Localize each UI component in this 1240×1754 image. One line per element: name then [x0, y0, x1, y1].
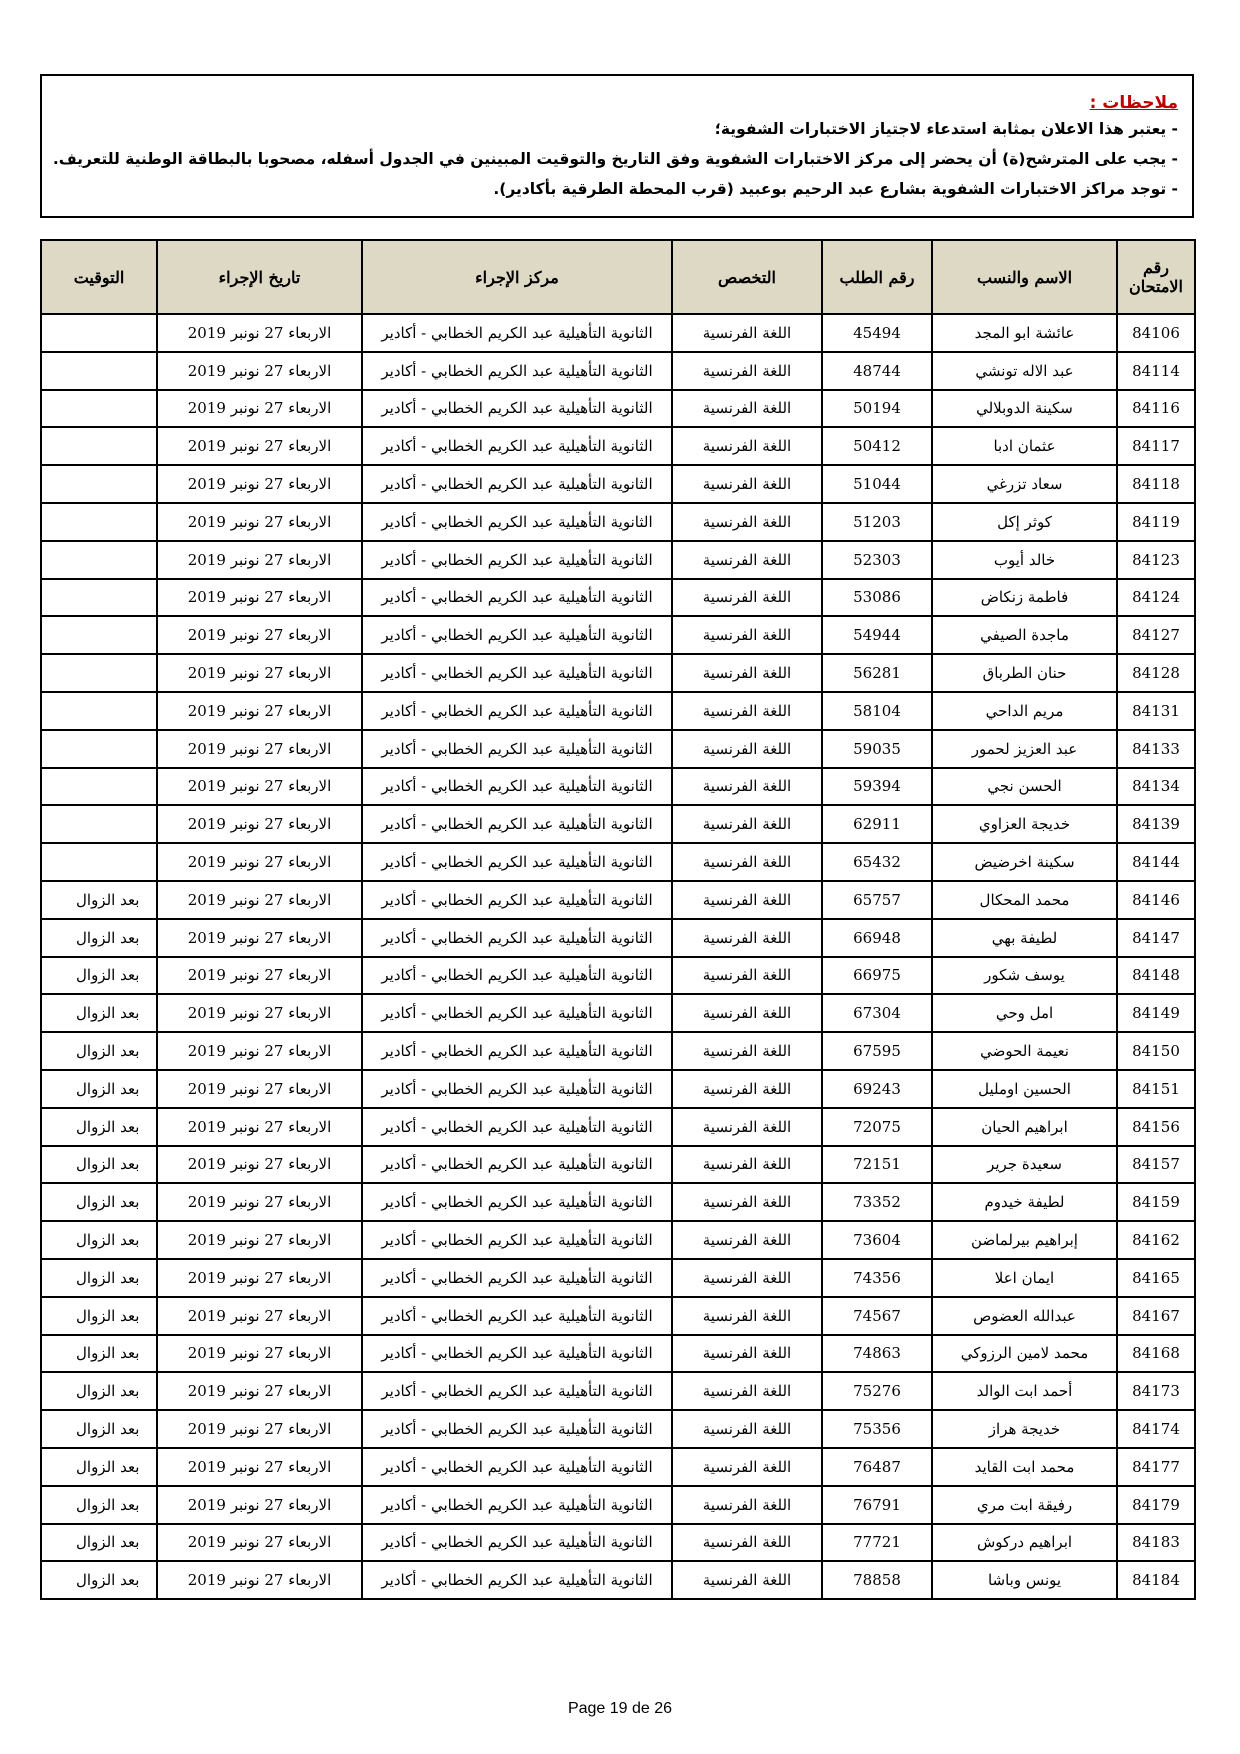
cell-time: بعد الزوال: [41, 1183, 157, 1221]
cell-exam-number: 84131: [1117, 692, 1195, 730]
cell-exam-number: 84183: [1117, 1524, 1195, 1562]
cell-center: الثانوية التأهيلية عبد الكريم الخطابي - أكادير: [362, 994, 672, 1032]
table-row: [41, 919, 1195, 957]
cell-exam-number: 84174: [1117, 1410, 1195, 1448]
cell-date: الاربعاء 27 نونبر 2019: [157, 352, 362, 390]
cell-exam-number: 84134: [1117, 768, 1195, 806]
cell-date: الاربعاء 27 نونبر 2019: [157, 465, 362, 503]
table-row: [41, 465, 1195, 503]
cell-center: الثانوية التأهيلية عبد الكريم الخطابي - أكادير: [362, 919, 672, 957]
cell-time: بعد الزوال: [41, 1524, 157, 1562]
cell-exam-number: 84168: [1117, 1335, 1195, 1373]
cell-name: محمد ابت القايد: [932, 1448, 1117, 1486]
cell-date: الاربعاء 27 نونبر 2019: [157, 1335, 362, 1373]
cell-exam-number: 84147: [1117, 919, 1195, 957]
page-number: Page 19 de 26: [567, 1700, 673, 1717]
cell-center: الثانوية التأهيلية عبد الكريم الخطابي - أكادير: [362, 352, 672, 390]
cell-time: بعد الزوال: [41, 1372, 157, 1410]
table-row: [41, 1183, 1195, 1221]
cell-name: محمد لامين الرزوكي: [932, 1335, 1117, 1373]
cell-center: الثانوية التأهيلية عبد الكريم الخطابي - أكادير: [362, 616, 672, 654]
header-center: مركز الإجراء: [362, 240, 672, 314]
table-row: [41, 654, 1195, 692]
table-row: [41, 730, 1195, 768]
cell-application-number: 74356: [822, 1259, 932, 1297]
cell-date: الاربعاء 27 نونبر 2019: [157, 1410, 362, 1448]
cell-name: الحسين اومليل: [932, 1070, 1117, 1108]
cell-time: بعد الزوال: [41, 1486, 157, 1524]
cell-date: الاربعاء 27 نونبر 2019: [157, 843, 362, 881]
cell-name: سكينة اخرضيض: [932, 843, 1117, 881]
cell-exam-number: 84157: [1117, 1146, 1195, 1184]
cell-time: بعد الزوال: [41, 1108, 157, 1146]
cell-application-number: 67304: [822, 994, 932, 1032]
cell-center: الثانوية التأهيلية عبد الكريم الخطابي - أكادير: [362, 768, 672, 806]
cell-exam-number: 84117: [1117, 427, 1195, 465]
cell-name: عبد العزيز لحمور: [932, 730, 1117, 768]
cell-name: سكينة الدوبلالي: [932, 390, 1117, 428]
table-row: [41, 1335, 1195, 1373]
cell-date: الاربعاء 27 نونبر 2019: [157, 730, 362, 768]
header-name: الاسم والنسب: [932, 240, 1117, 314]
notes-box: [40, 74, 1194, 218]
cell-name: لطيفة خيدوم: [932, 1183, 1117, 1221]
cell-time: [41, 579, 157, 617]
cell-center: الثانوية التأهيلية عبد الكريم الخطابي - أكادير: [362, 1221, 672, 1259]
table-row: [41, 1108, 1195, 1146]
cell-time: بعد الزوال: [41, 1070, 157, 1108]
cell-exam-number: 84156: [1117, 1108, 1195, 1146]
cell-name: فاطمة زنكاض: [932, 579, 1117, 617]
cell-application-number: 69243: [822, 1070, 932, 1108]
cell-name: لطيفة بهي: [932, 919, 1117, 957]
cell-specialty: اللغة الفرنسية: [672, 1410, 822, 1448]
cell-time: بعد الزوال: [41, 1561, 157, 1599]
cell-date: الاربعاء 27 نونبر 2019: [157, 805, 362, 843]
cell-date: الاربعاء 27 نونبر 2019: [157, 1524, 362, 1562]
cell-time: [41, 616, 157, 654]
cell-center: الثانوية التأهيلية عبد الكريم الخطابي - أكادير: [362, 1335, 672, 1373]
cell-exam-number: 84150: [1117, 1032, 1195, 1070]
cell-time: بعد الزوال: [41, 1032, 157, 1070]
cell-specialty: اللغة الفرنسية: [672, 1372, 822, 1410]
cell-center: الثانوية التأهيلية عبد الكريم الخطابي - أكادير: [362, 1259, 672, 1297]
cell-date: الاربعاء 27 نونبر 2019: [157, 1108, 362, 1146]
cell-date: الاربعاء 27 نونبر 2019: [157, 503, 362, 541]
table-row: [41, 1372, 1195, 1410]
cell-date: الاربعاء 27 نونبر 2019: [157, 616, 362, 654]
cell-exam-number: 84146: [1117, 881, 1195, 919]
table-row: [41, 1297, 1195, 1335]
cell-specialty: اللغة الفرنسية: [672, 1297, 822, 1335]
cell-application-number: 66948: [822, 919, 932, 957]
cell-exam-number: 84151: [1117, 1070, 1195, 1108]
cell-application-number: 56281: [822, 654, 932, 692]
cell-exam-number: 84177: [1117, 1448, 1195, 1486]
cell-name: سعاد تزرغي: [932, 465, 1117, 503]
header-time: التوقيت: [41, 240, 157, 314]
cell-specialty: اللغة الفرنسية: [672, 881, 822, 919]
cell-name: ايمان اعلا: [932, 1259, 1117, 1297]
cell-date: الاربعاء 27 نونبر 2019: [157, 1221, 362, 1259]
cell-specialty: اللغة الفرنسية: [672, 1561, 822, 1599]
cell-center: الثانوية التأهيلية عبد الكريم الخطابي - أكادير: [362, 1561, 672, 1599]
cell-time: [41, 427, 157, 465]
cell-name: كوثر إكل: [932, 503, 1117, 541]
cell-date: الاربعاء 27 نونبر 2019: [157, 1372, 362, 1410]
cell-name: عثمان ادبا: [932, 427, 1117, 465]
cell-name: ماجدة الصيفي: [932, 616, 1117, 654]
cell-application-number: 45494: [822, 314, 932, 352]
cell-specialty: اللغة الفرنسية: [672, 730, 822, 768]
cell-date: الاربعاء 27 نونبر 2019: [157, 1259, 362, 1297]
cell-specialty: اللغة الفرنسية: [672, 919, 822, 957]
cell-exam-number: 84106: [1117, 314, 1195, 352]
table-row: [41, 503, 1195, 541]
cell-specialty: اللغة الفرنسية: [672, 957, 822, 995]
cell-exam-number: 84139: [1117, 805, 1195, 843]
cell-date: الاربعاء 27 نونبر 2019: [157, 919, 362, 957]
cell-center: الثانوية التأهيلية عبد الكريم الخطابي - أكادير: [362, 1146, 672, 1184]
cell-time: [41, 692, 157, 730]
cell-exam-number: 84124: [1117, 579, 1195, 617]
cell-center: الثانوية التأهيلية عبد الكريم الخطابي - أكادير: [362, 1070, 672, 1108]
cell-date: الاربعاء 27 نونبر 2019: [157, 1561, 362, 1599]
note-line-3: - توجد مراكز الاختبارات الشفوية بشارع عبد الرحيم بوعبيد (قرب المحطة الطرقية بأكادير).: [493, 180, 1178, 198]
cell-application-number: 51203: [822, 503, 932, 541]
cell-application-number: 76487: [822, 1448, 932, 1486]
cell-specialty: اللغة الفرنسية: [672, 768, 822, 806]
note-line-1: - يعتبر هذا الاعلان بمثابة استدعاء لاجتياز الاختبارات الشفوية؛: [714, 120, 1178, 138]
cell-center: الثانوية التأهيلية عبد الكريم الخطابي - أكادير: [362, 1524, 672, 1562]
table-row: [41, 390, 1195, 428]
cell-name: امل وحي: [932, 994, 1117, 1032]
cell-center: الثانوية التأهيلية عبد الكريم الخطابي - أكادير: [362, 579, 672, 617]
cell-specialty: اللغة الفرنسية: [672, 1221, 822, 1259]
notes-title: ملاحظات :: [1089, 93, 1178, 113]
cell-name: محمد المحكال: [932, 881, 1117, 919]
table-row: [41, 881, 1195, 919]
cell-name: ابراهيم الحيان: [932, 1108, 1117, 1146]
header-date: تاريخ الإجراء: [157, 240, 362, 314]
cell-date: الاربعاء 27 نونبر 2019: [157, 314, 362, 352]
cell-date: الاربعاء 27 نونبر 2019: [157, 957, 362, 995]
table-row: [41, 994, 1195, 1032]
cell-specialty: اللغة الفرنسية: [672, 1259, 822, 1297]
cell-date: الاربعاء 27 نونبر 2019: [157, 692, 362, 730]
cell-date: الاربعاء 27 نونبر 2019: [157, 881, 362, 919]
table-row: [41, 1410, 1195, 1448]
cell-time: بعد الزوال: [41, 1335, 157, 1373]
cell-center: الثانوية التأهيلية عبد الكريم الخطابي - أكادير: [362, 390, 672, 428]
cell-application-number: 78858: [822, 1561, 932, 1599]
cell-specialty: اللغة الفرنسية: [672, 1108, 822, 1146]
cell-exam-number: 84162: [1117, 1221, 1195, 1259]
cell-time: بعد الزوال: [41, 1297, 157, 1335]
cell-name: إبراهيم بيرلماضن: [932, 1221, 1117, 1259]
table-row: [41, 1221, 1195, 1259]
cell-application-number: 52303: [822, 541, 932, 579]
cell-date: الاربعاء 27 نونبر 2019: [157, 1032, 362, 1070]
cell-time: [41, 541, 157, 579]
cell-name: الحسن نجي: [932, 768, 1117, 806]
cell-date: الاربعاء 27 نونبر 2019: [157, 579, 362, 617]
cell-center: الثانوية التأهيلية عبد الكريم الخطابي - أكادير: [362, 1410, 672, 1448]
cell-date: الاربعاء 27 نونبر 2019: [157, 654, 362, 692]
cell-date: الاربعاء 27 نونبر 2019: [157, 1183, 362, 1221]
cell-specialty: اللغة الفرنسية: [672, 1070, 822, 1108]
cell-specialty: اللغة الفرنسية: [672, 994, 822, 1032]
cell-time: بعد الزوال: [41, 1221, 157, 1259]
cell-center: الثانوية التأهيلية عبد الكريم الخطابي - أكادير: [362, 427, 672, 465]
table-row: [41, 352, 1195, 390]
cell-exam-number: 84118: [1117, 465, 1195, 503]
cell-name: عائشة ابو المجد: [932, 314, 1117, 352]
cell-time: بعد الزوال: [41, 1448, 157, 1486]
cell-application-number: 59035: [822, 730, 932, 768]
cell-exam-number: 84119: [1117, 503, 1195, 541]
cell-center: الثانوية التأهيلية عبد الكريم الخطابي - أكادير: [362, 314, 672, 352]
cell-center: الثانوية التأهيلية عبد الكريم الخطابي - أكادير: [362, 1108, 672, 1146]
cell-application-number: 62911: [822, 805, 932, 843]
cell-exam-number: 84144: [1117, 843, 1195, 881]
table-row: [41, 1032, 1195, 1070]
cell-exam-number: 84123: [1117, 541, 1195, 579]
cell-specialty: اللغة الفرنسية: [672, 805, 822, 843]
cell-application-number: 59394: [822, 768, 932, 806]
table-row: [41, 1259, 1195, 1297]
header-specialty: التخصص: [672, 240, 822, 314]
cell-application-number: 75276: [822, 1372, 932, 1410]
header-exam-number-line1: رقم: [1142, 258, 1170, 277]
cell-application-number: 73604: [822, 1221, 932, 1259]
cell-center: الثانوية التأهيلية عبد الكريم الخطابي - أكادير: [362, 1372, 672, 1410]
cell-time: بعد الزوال: [41, 881, 157, 919]
cell-time: بعد الزوال: [41, 1146, 157, 1184]
cell-application-number: 73352: [822, 1183, 932, 1221]
cell-center: الثانوية التأهيلية عبد الكريم الخطابي - أكادير: [362, 805, 672, 843]
cell-name: أحمد ابت الوالد: [932, 1372, 1117, 1410]
cell-application-number: 51044: [822, 465, 932, 503]
cell-time: [41, 768, 157, 806]
cell-exam-number: 84148: [1117, 957, 1195, 995]
cell-application-number: 72151: [822, 1146, 932, 1184]
cell-date: الاربعاء 27 نونبر 2019: [157, 1146, 362, 1184]
cell-application-number: 74567: [822, 1297, 932, 1335]
cell-time: بعد الزوال: [41, 957, 157, 995]
header-exam-number-line2: الامتحان: [1129, 277, 1183, 296]
cell-specialty: اللغة الفرنسية: [672, 1335, 822, 1373]
header-exam-number: [1117, 240, 1195, 314]
cell-specialty: اللغة الفرنسية: [672, 616, 822, 654]
cell-specialty: اللغة الفرنسية: [672, 1146, 822, 1184]
cell-center: الثانوية التأهيلية عبد الكريم الخطابي - أكادير: [362, 1183, 672, 1221]
cell-date: الاربعاء 27 نونبر 2019: [157, 1448, 362, 1486]
cell-time: بعد الزوال: [41, 919, 157, 957]
cell-name: نعيمة الحوضي: [932, 1032, 1117, 1070]
cell-center: الثانوية التأهيلية عبد الكريم الخطابي - أكادير: [362, 957, 672, 995]
cell-time: بعد الزوال: [41, 1259, 157, 1297]
cell-exam-number: 84114: [1117, 352, 1195, 390]
cell-exam-number: 84159: [1117, 1183, 1195, 1221]
header-application-number: رقم الطلب: [822, 240, 932, 314]
cell-name: يوسف شكور: [932, 957, 1117, 995]
cell-exam-number: 84173: [1117, 1372, 1195, 1410]
cell-time: [41, 843, 157, 881]
cell-specialty: اللغة الفرنسية: [672, 427, 822, 465]
cell-application-number: 74863: [822, 1335, 932, 1373]
cell-time: [41, 730, 157, 768]
cell-application-number: 54944: [822, 616, 932, 654]
cell-date: الاربعاء 27 نونبر 2019: [157, 390, 362, 428]
table-row: [41, 768, 1195, 806]
cell-center: الثانوية التأهيلية عبد الكريم الخطابي - أكادير: [362, 730, 672, 768]
cell-specialty: اللغة الفرنسية: [672, 541, 822, 579]
cell-application-number: 58104: [822, 692, 932, 730]
table-header-row: [41, 240, 1195, 314]
cell-exam-number: 84167: [1117, 1297, 1195, 1335]
cell-application-number: 66975: [822, 957, 932, 995]
cell-exam-number: 84116: [1117, 390, 1195, 428]
cell-date: الاربعاء 27 نونبر 2019: [157, 994, 362, 1032]
cell-specialty: اللغة الفرنسية: [672, 692, 822, 730]
cell-name: حنان الطرباق: [932, 654, 1117, 692]
cell-center: الثانوية التأهيلية عبد الكريم الخطابي - أكادير: [362, 692, 672, 730]
cell-specialty: اللغة الفرنسية: [672, 314, 822, 352]
cell-exam-number: 84127: [1117, 616, 1195, 654]
cell-specialty: اللغة الفرنسية: [672, 579, 822, 617]
cell-application-number: 65757: [822, 881, 932, 919]
table-row: [41, 692, 1195, 730]
cell-specialty: اللغة الفرنسية: [672, 503, 822, 541]
table-row: [41, 314, 1195, 352]
cell-time: [41, 654, 157, 692]
cell-name: عبدالله العضوص: [932, 1297, 1117, 1335]
cell-name: خديجة هراز: [932, 1410, 1117, 1448]
cell-specialty: اللغة الفرنسية: [672, 843, 822, 881]
cell-application-number: 77721: [822, 1524, 932, 1562]
table-row: [41, 427, 1195, 465]
cell-time: [41, 390, 157, 428]
cell-time: بعد الزوال: [41, 1410, 157, 1448]
table-row: [41, 541, 1195, 579]
cell-exam-number: 84184: [1117, 1561, 1195, 1599]
cell-specialty: اللغة الفرنسية: [672, 654, 822, 692]
table-row: [41, 1146, 1195, 1184]
cell-specialty: اللغة الفرنسية: [672, 465, 822, 503]
table-row: [41, 1486, 1195, 1524]
cell-application-number: 48744: [822, 352, 932, 390]
table-row: [41, 957, 1195, 995]
cell-name: عبد الاله تونشي: [932, 352, 1117, 390]
cell-date: الاربعاء 27 نونبر 2019: [157, 1070, 362, 1108]
cell-date: الاربعاء 27 نونبر 2019: [157, 427, 362, 465]
cell-application-number: 65432: [822, 843, 932, 881]
cell-exam-number: 84179: [1117, 1486, 1195, 1524]
table-row: [41, 1524, 1195, 1562]
cell-time: [41, 352, 157, 390]
cell-time: [41, 503, 157, 541]
cell-center: الثانوية التأهيلية عبد الكريم الخطابي - أكادير: [362, 1297, 672, 1335]
cell-application-number: 75356: [822, 1410, 932, 1448]
table-row: [41, 616, 1195, 654]
note-line-2: - يجب على المترشح(ة) أن يحضر إلى مركز الاختبارات الشفوية وفق التاريخ والتوقيت المبينين في الجدول أسفله، مصحوبا بالبطاقة الوطنية للتعريف.: [52, 150, 1178, 168]
cell-specialty: اللغة الفرنسية: [672, 1524, 822, 1562]
cell-exam-number: 84149: [1117, 994, 1195, 1032]
cell-application-number: 67595: [822, 1032, 932, 1070]
cell-time: [41, 465, 157, 503]
cell-specialty: اللغة الفرنسية: [672, 1448, 822, 1486]
cell-specialty: اللغة الفرنسية: [672, 1032, 822, 1070]
table-row: [41, 1561, 1195, 1599]
cell-specialty: اللغة الفرنسية: [672, 352, 822, 390]
cell-center: الثانوية التأهيلية عبد الكريم الخطابي - أكادير: [362, 881, 672, 919]
cell-application-number: 50194: [822, 390, 932, 428]
cell-center: الثانوية التأهيلية عبد الكريم الخطابي - أكادير: [362, 541, 672, 579]
table-row: [41, 843, 1195, 881]
cell-exam-number: 84165: [1117, 1259, 1195, 1297]
cell-time: بعد الزوال: [41, 994, 157, 1032]
candidates-table: [40, 239, 1196, 1600]
cell-name: رفيقة ابت مري: [932, 1486, 1117, 1524]
cell-center: الثانوية التأهيلية عبد الكريم الخطابي - أكادير: [362, 465, 672, 503]
cell-name: مريم الداحي: [932, 692, 1117, 730]
cell-name: خديجة العزاوي: [932, 805, 1117, 843]
cell-application-number: 72075: [822, 1108, 932, 1146]
cell-name: ابراهيم دركوش: [932, 1524, 1117, 1562]
table-row: [41, 579, 1195, 617]
cell-date: الاربعاء 27 نونبر 2019: [157, 541, 362, 579]
cell-specialty: اللغة الفرنسية: [672, 1183, 822, 1221]
cell-center: الثانوية التأهيلية عبد الكريم الخطابي - أكادير: [362, 1486, 672, 1524]
cell-time: [41, 314, 157, 352]
cell-exam-number: 84128: [1117, 654, 1195, 692]
cell-exam-number: 84133: [1117, 730, 1195, 768]
cell-date: الاربعاء 27 نونبر 2019: [157, 1297, 362, 1335]
cell-time: [41, 805, 157, 843]
cell-center: الثانوية التأهيلية عبد الكريم الخطابي - أكادير: [362, 843, 672, 881]
table-row: [41, 1448, 1195, 1486]
cell-center: الثانوية التأهيلية عبد الكريم الخطابي - أكادير: [362, 654, 672, 692]
cell-name: خالد أيوب: [932, 541, 1117, 579]
cell-application-number: 76791: [822, 1486, 932, 1524]
cell-specialty: اللغة الفرنسية: [672, 1486, 822, 1524]
cell-center: الثانوية التأهيلية عبد الكريم الخطابي - أكادير: [362, 1448, 672, 1486]
cell-name: يونس وباشا: [932, 1561, 1117, 1599]
cell-date: الاربعاء 27 نونبر 2019: [157, 1486, 362, 1524]
table-row: [41, 1070, 1195, 1108]
cell-application-number: 50412: [822, 427, 932, 465]
cell-center: الثانوية التأهيلية عبد الكريم الخطابي - أكادير: [362, 1032, 672, 1070]
cell-date: الاربعاء 27 نونبر 2019: [157, 768, 362, 806]
cell-specialty: اللغة الفرنسية: [672, 390, 822, 428]
cell-name: سعيدة جرير: [932, 1146, 1117, 1184]
cell-application-number: 53086: [822, 579, 932, 617]
cell-center: الثانوية التأهيلية عبد الكريم الخطابي - أكادير: [362, 503, 672, 541]
table-row: [41, 805, 1195, 843]
